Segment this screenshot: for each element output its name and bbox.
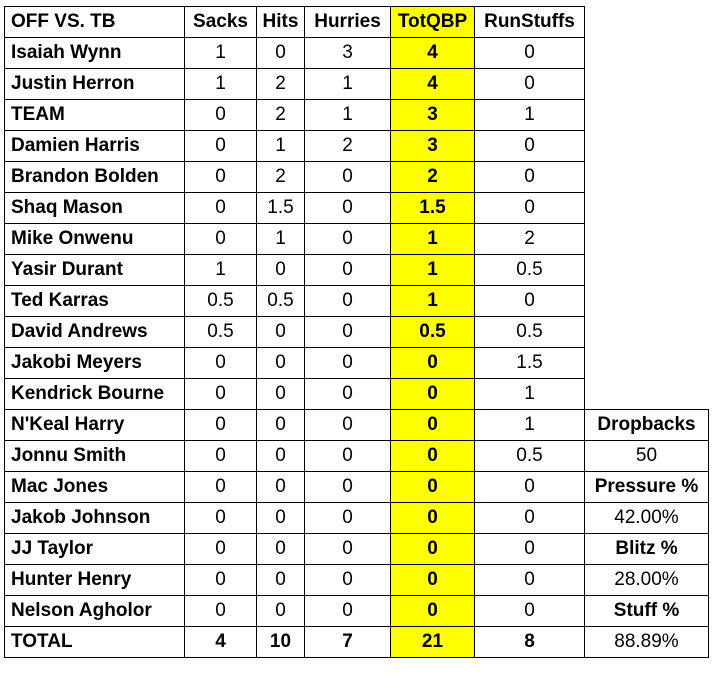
table-row	[5, 131, 709, 162]
cell-sacks: 0	[185, 596, 257, 627]
empty-cell	[585, 69, 709, 100]
summary-value: 88.89%	[585, 627, 709, 658]
summary-value: 28.00%	[585, 565, 709, 596]
empty-cell	[585, 379, 709, 410]
cell-totqbp: 1	[391, 255, 475, 286]
table-row	[5, 69, 709, 100]
cell-totqbp: 0	[391, 379, 475, 410]
table-row	[5, 472, 709, 503]
table-row	[5, 410, 709, 441]
cell-hits: 0	[257, 441, 305, 472]
cell-totqbp: 0	[391, 503, 475, 534]
cell-hits: 0	[257, 38, 305, 69]
empty-cell	[585, 348, 709, 379]
cell-hits: 0.5	[257, 286, 305, 317]
table-row	[5, 224, 709, 255]
cell-sacks: 0	[185, 348, 257, 379]
empty-cell	[585, 286, 709, 317]
total-row	[5, 627, 709, 658]
player-name: JJ Taylor	[5, 534, 185, 565]
empty-cell	[585, 131, 709, 162]
cell-runstuffs: 0.5	[475, 317, 585, 348]
cell-sacks: 1	[185, 69, 257, 100]
cell-totqbp: 0	[391, 348, 475, 379]
cell-hits: 0	[257, 565, 305, 596]
cell-runstuffs: 0	[475, 286, 585, 317]
cell-hurries: 0	[305, 534, 391, 565]
cell-totqbp: 4	[391, 38, 475, 69]
cell-runstuffs: 0	[475, 131, 585, 162]
player-name: Brandon Bolden	[5, 162, 185, 193]
cell-runstuffs: 1.5	[475, 348, 585, 379]
player-name: TEAM	[5, 100, 185, 131]
cell-hits: 0	[257, 255, 305, 286]
cell-hits: 1.5	[257, 193, 305, 224]
cell-runstuffs: 0	[475, 193, 585, 224]
cell-sacks: 0	[185, 379, 257, 410]
col-hurries-header: Hurries	[305, 7, 391, 38]
cell-hurries: 0	[305, 565, 391, 596]
table-row	[5, 441, 709, 472]
player-name: Shaq Mason	[5, 193, 185, 224]
empty-cell	[585, 100, 709, 131]
player-name: Jakobi Meyers	[5, 348, 185, 379]
cell-sacks: 0	[185, 100, 257, 131]
cell-hits: 0	[257, 379, 305, 410]
summary-label: Pressure %	[585, 472, 709, 503]
cell-totqbp: 2	[391, 162, 475, 193]
player-name: Ted Karras	[5, 286, 185, 317]
cell-hurries: 0	[305, 472, 391, 503]
header-row	[5, 7, 709, 38]
total-hurries: 7	[305, 627, 391, 658]
cell-runstuffs: 0.5	[475, 255, 585, 286]
empty-cell	[585, 255, 709, 286]
cell-hits: 0	[257, 534, 305, 565]
player-name: Damien Harris	[5, 131, 185, 162]
player-name: Mike Onwenu	[5, 224, 185, 255]
summary-label: Blitz %	[585, 534, 709, 565]
player-name: Jonnu Smith	[5, 441, 185, 472]
table-row	[5, 317, 709, 348]
cell-hurries: 3	[305, 38, 391, 69]
cell-totqbp: 4	[391, 69, 475, 100]
cell-totqbp: 1	[391, 224, 475, 255]
cell-runstuffs: 0	[475, 565, 585, 596]
cell-sacks: 0	[185, 565, 257, 596]
player-name: Yasir Durant	[5, 255, 185, 286]
cell-hits: 1	[257, 224, 305, 255]
player-name: N'Keal Harry	[5, 410, 185, 441]
cell-hurries: 0	[305, 596, 391, 627]
cell-hits: 0	[257, 503, 305, 534]
cell-runstuffs: 0	[475, 534, 585, 565]
cell-totqbp: 1.5	[391, 193, 475, 224]
cell-totqbp: 0.5	[391, 317, 475, 348]
cell-runstuffs: 0.5	[475, 441, 585, 472]
cell-sacks: 0	[185, 534, 257, 565]
cell-sacks: 0.5	[185, 286, 257, 317]
cell-sacks: 0	[185, 410, 257, 441]
cell-hurries: 1	[305, 100, 391, 131]
cell-sacks: 0	[185, 472, 257, 503]
table-row	[5, 255, 709, 286]
cell-hurries: 0	[305, 410, 391, 441]
empty-cell	[585, 224, 709, 255]
cell-totqbp: 3	[391, 100, 475, 131]
cell-sacks: 0	[185, 224, 257, 255]
cell-sacks: 1	[185, 38, 257, 69]
cell-hurries: 0	[305, 224, 391, 255]
player-name: Jakob Johnson	[5, 503, 185, 534]
cell-runstuffs: 0	[475, 503, 585, 534]
player-name: Mac Jones	[5, 472, 185, 503]
cell-hits: 0	[257, 596, 305, 627]
cell-runstuffs: 0	[475, 162, 585, 193]
total-hits: 10	[257, 627, 305, 658]
table-row	[5, 534, 709, 565]
cell-hurries: 0	[305, 441, 391, 472]
cell-runstuffs: 1	[475, 379, 585, 410]
cell-hurries: 1	[305, 69, 391, 100]
empty-cell	[585, 317, 709, 348]
total-runstuffs: 8	[475, 627, 585, 658]
cell-hits: 0	[257, 410, 305, 441]
player-name: Justin Herron	[5, 69, 185, 100]
col-runstuffs-header: RunStuffs	[475, 7, 585, 38]
cell-hurries: 0	[305, 255, 391, 286]
table-row	[5, 379, 709, 410]
table-row	[5, 38, 709, 69]
cell-hits: 2	[257, 100, 305, 131]
cell-totqbp: 0	[391, 534, 475, 565]
total-totqbp: 21	[391, 627, 475, 658]
col-sacks-header: Sacks	[185, 7, 257, 38]
stats-table	[4, 6, 709, 658]
cell-sacks: 0.5	[185, 317, 257, 348]
cell-hits: 0	[257, 317, 305, 348]
cell-hurries: 0	[305, 162, 391, 193]
table-row	[5, 348, 709, 379]
summary-value: 42.00%	[585, 503, 709, 534]
cell-runstuffs: 2	[475, 224, 585, 255]
cell-runstuffs: 0	[475, 596, 585, 627]
cell-hits: 0	[257, 472, 305, 503]
empty-cell	[585, 193, 709, 224]
table-row	[5, 503, 709, 534]
cell-hits: 1	[257, 131, 305, 162]
cell-totqbp: 1	[391, 286, 475, 317]
summary-label: Dropbacks	[585, 410, 709, 441]
table-row	[5, 100, 709, 131]
cell-sacks: 0	[185, 162, 257, 193]
player-name: Kendrick Bourne	[5, 379, 185, 410]
cell-totqbp: 3	[391, 131, 475, 162]
cell-runstuffs: 1	[475, 410, 585, 441]
player-name: David Andrews	[5, 317, 185, 348]
cell-sacks: 0	[185, 193, 257, 224]
cell-hurries: 2	[305, 131, 391, 162]
cell-totqbp: 0	[391, 441, 475, 472]
cell-hurries: 0	[305, 503, 391, 534]
cell-hits: 2	[257, 69, 305, 100]
cell-hurries: 0	[305, 379, 391, 410]
cell-hurries: 0	[305, 193, 391, 224]
cell-sacks: 1	[185, 255, 257, 286]
cell-totqbp: 0	[391, 410, 475, 441]
cell-runstuffs: 0	[475, 38, 585, 69]
cell-runstuffs: 0	[475, 69, 585, 100]
cell-hits: 0	[257, 348, 305, 379]
cell-sacks: 0	[185, 441, 257, 472]
empty-cell	[585, 162, 709, 193]
cell-sacks: 0	[185, 131, 257, 162]
cell-runstuffs: 0	[475, 472, 585, 503]
total-label: TOTAL	[5, 627, 185, 658]
table-row	[5, 193, 709, 224]
cell-totqbp: 0	[391, 596, 475, 627]
cell-hurries: 0	[305, 286, 391, 317]
summary-value: 50	[585, 441, 709, 472]
cell-runstuffs: 1	[475, 100, 585, 131]
empty-cell	[585, 38, 709, 69]
player-name: Nelson Agholor	[5, 596, 185, 627]
table-row	[5, 596, 709, 627]
player-name: Hunter Henry	[5, 565, 185, 596]
total-sacks: 4	[185, 627, 257, 658]
summary-label: Stuff %	[585, 596, 709, 627]
empty-cell	[585, 7, 709, 38]
col-hits-header: Hits	[257, 7, 305, 38]
player-name: Isaiah Wynn	[5, 38, 185, 69]
cell-totqbp: 0	[391, 565, 475, 596]
cell-hits: 2	[257, 162, 305, 193]
table-row	[5, 565, 709, 596]
cell-hurries: 0	[305, 317, 391, 348]
table-title: OFF VS. TB	[5, 7, 185, 38]
cell-hurries: 0	[305, 348, 391, 379]
table-row	[5, 286, 709, 317]
cell-sacks: 0	[185, 503, 257, 534]
cell-totqbp: 0	[391, 472, 475, 503]
table-row	[5, 162, 709, 193]
col-totqbp-header: TotQBP	[391, 7, 475, 38]
